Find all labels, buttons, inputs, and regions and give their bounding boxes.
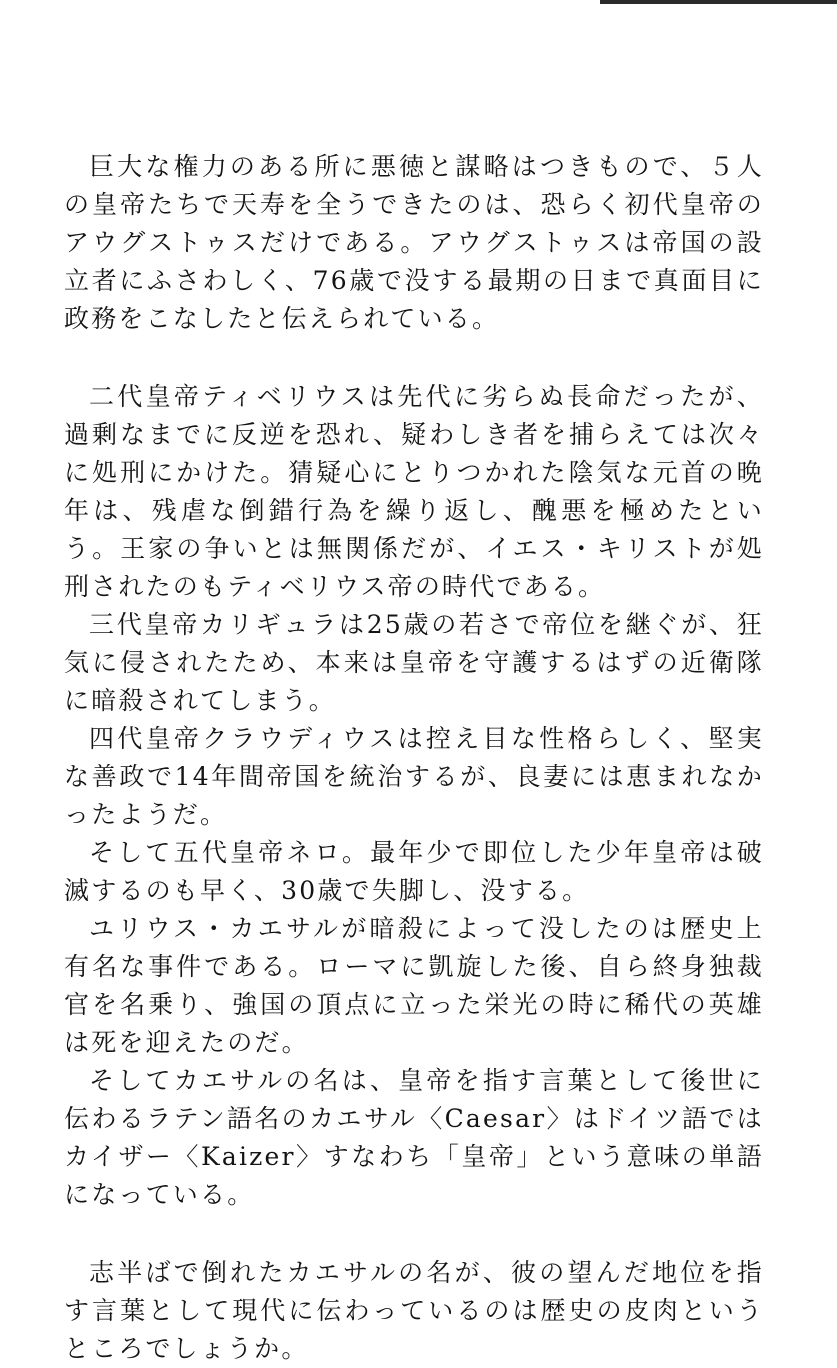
paragraph-irony: 志半ばで倒れたカエサルの名が、彼の望んだ地位を指す言葉として現代に伝わっているのは歴史の皮肉というところでしょうか。 — [64, 1258, 764, 1363]
top-edge-rule — [600, 0, 837, 4]
paragraph-caesar-name: そしてカエサルの名は、皇帝を指す言葉として後世に伝わるラテン語名のカエサル〈Caesar〉はドイツ語ではカイザー〈Kaizer〉すなわち「皇帝」という意味の単語になっている。 — [64, 1066, 764, 1209]
paragraph-tiberius: 二代皇帝ティベリウスは先代に劣らぬ長命だったが、過剰なまでに反逆を恐れ、疑わしき者を捕らえては次々に処刑にかけた。猜疑心にとりつかれた陰気な元首の晩年は、残虐な倒錯行為を繰り返し、醜悪を極めたという。王家の争いとは無関係だが、イエス・キリストが処刑されたのもティベリウス帝の時代である。 — [64, 382, 764, 601]
paragraph-julius-caesar: ユリウス・カエサルが暗殺によって没したのは歴史上有名な事件である。ローマに凱旋した後、自ら終身独裁官を名乗り、強国の頂点に立った栄光の時に稀代の英雄は死を迎えたのだ。 — [64, 914, 764, 1057]
paragraph-claudius: 四代皇帝クラウディウスは控え目な性格らしく、堅実な善政で14年間帝国を統治するが、良妻には恵まれなかったようだ。 — [64, 724, 764, 829]
paragraph-nero: そして五代皇帝ネロ。最年少で即位した少年皇帝は破滅するのも早く、30歳で失脚し、没する。 — [64, 838, 764, 905]
paragraph-augustus: 巨大な権力のある所に悪徳と謀略はつきもので、５人の皇帝たちで天寿を全うできたのは、恐らく初代皇帝のアウグストゥスだけである。アウグストゥスは帝国の設立者にふさわしく、76歳で没する最期の日まで真面目に政務をこなしたと伝えられている。 — [64, 152, 764, 333]
document-body — [64, 148, 764, 1368]
paragraph-caligula: 三代皇帝カリギュラは25歳の若さで帝位を継ぐが、狂気に侵されたため、本来は皇帝を守護するはずの近衛隊に暗殺されてしまう。 — [64, 610, 764, 715]
